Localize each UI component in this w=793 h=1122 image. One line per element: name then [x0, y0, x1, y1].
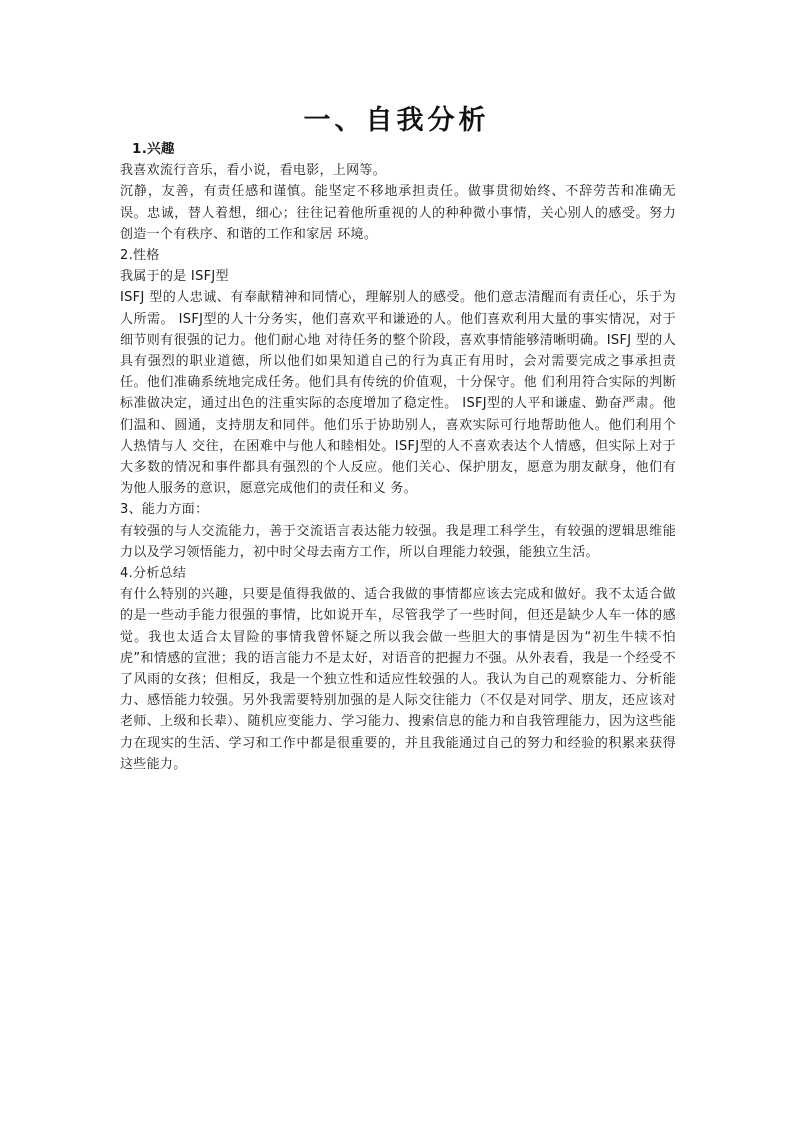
page-title: 一、自我分析 — [303, 105, 490, 136]
section-heading-ability: 3、能力方面： — [120, 502, 209, 518]
personality-paragraph: ISFJ 型的人忠诚、有奉献精神和同情心，理解别人的感受。他们意志清醒而有责任心，乐于为人所需。 ISFJ型的人十分务实，他们喜欢平和谦逊的人。他们喜欢利用大量的事实情况，对于细节则有很强的记力。他们耐心地 对待任务的整个阶段，喜欢事情能够清晰明确。ISFJ 型的人具有强烈的职业道德，所以他们如果知道自己的行为真正有用时，会对需要完成之事承担责任。他们准确系统地完成任务。他们具有传统的价值观，十分保守。他 们利用符合实际的判断标准做决定，通过出色的注重实际的态度增加了稳定性。 ISFJ型的人平和谦虚、勤奋严肃。他们温和、圆通，支持朋友和同伴。他们乐于协助别人，喜欢实际可行地帮助他人。他们利用个人热情与人 交往，在困难中与他人和睦相处。ISFJ型的人不喜欢表达个人情感，但实际上对于大多数的情况和事件都具有强烈的个人反应。他们关心、保护朋友，愿意为朋友献身，他们有为他人服务的意识，愿意完成他们的责任和义 务。 — [120, 290, 676, 497]
personality-type-line: 我属于的是 ISFJ型 — [120, 269, 229, 285]
summary-paragraph: 有什么特别的兴趣，只要是值得我做的、适合我做的事情都应该去完成和做好。我不太适合做的是一些动手能力很强的事情，比如说开车，尽管我学了一些时间，但还是缺少人车一体的感觉。我也太适合太冒险的事情我曾怀疑之所以我会做一些胆大的事情是因为“初生牛犊不怕虎”和情感的宣泄；我的语言能力不是太好，对语音的把握力不强。从外表看，我是一个经受不了风雨的女孩；但相反，我是一个独立性和适应性较强的人。我认为自己的观察能力、分析能力、感悟能力较强。另外我需要特别加强的是人际交往能力（不仅是对同学、朋友，还应该对老师、上级和长辈）、随机应变能力、学习能力、搜索信息的能力和自我管理能力，因为这些能力在现实的生活、学习和工作中都是很重要的，并且我能通过自己的努力和经验的积累来获得这些能力。 — [120, 587, 676, 772]
document-body — [120, 139, 676, 775]
interest-paragraph: 沉静，友善，有责任感和谨慎。能坚定不移地承担责任。做事贯彻始终、不辞劳苦和准确无误。忠诚，替人着想，细心；往往记着他所重视的人的种种微小事情，关心别人的感受。努力创造一个有秩序、和谐的工作和家居 环境。 — [120, 184, 676, 242]
section-heading-personality: 2.性格 — [120, 248, 160, 264]
section-heading-interest: 1.兴趣 — [132, 141, 175, 157]
ability-paragraph: 有较强的与人交流能力，善于交流语言表达能力较强。我是理工科学生，有较强的逻辑思维能力以及学习领悟能力，初中时父母去南方工作，所以自理能力较强，能独立生活。 — [120, 523, 676, 560]
section-heading-summary: 4.分析总结 — [120, 566, 187, 582]
interest-line: 我喜欢流行音乐，看小说，看电影，上网等。 — [120, 163, 387, 179]
